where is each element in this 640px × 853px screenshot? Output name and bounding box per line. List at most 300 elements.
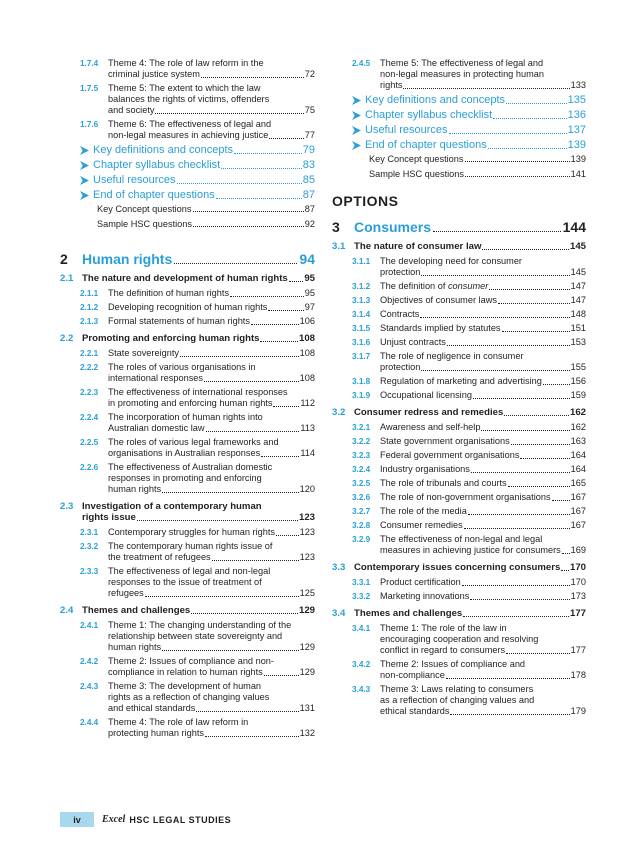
toc-text: measures in achieving justice for consumers xyxy=(380,545,561,555)
toc-line xyxy=(108,484,315,495)
leader-dots xyxy=(251,324,299,325)
toc-subsection xyxy=(60,119,315,141)
section-number: 3.2 xyxy=(332,407,346,418)
page-ref: 85 xyxy=(302,174,315,186)
toc-text: End of chapter questions xyxy=(93,189,215,201)
section-number: 2.2 xyxy=(60,333,74,344)
toc-text: The incorporation of human rights into xyxy=(108,412,263,422)
toc-line xyxy=(97,219,315,229)
toc-subsection xyxy=(332,436,586,447)
subsection-number: 3.1.2 xyxy=(352,282,371,291)
subsection-text xyxy=(380,623,586,656)
subsection-number: 2.2.4 xyxy=(80,413,99,422)
toc-text: The role of non-government organisations xyxy=(380,492,551,502)
page-ref: 87 xyxy=(304,204,315,214)
subsection-number: 2.2.5 xyxy=(80,438,99,447)
subsection-text xyxy=(108,437,315,459)
page-ref: 133 xyxy=(570,80,586,90)
subsection-number: 3.2.4 xyxy=(352,465,371,474)
subsection-text xyxy=(380,506,586,517)
toc-text: rights xyxy=(380,80,403,90)
toc-text: End of chapter questions xyxy=(365,139,487,151)
section-title xyxy=(82,501,315,523)
toc-text: in promoting and enforcing human rights xyxy=(108,398,273,408)
leader-dots xyxy=(162,492,299,493)
page-ref: 129 xyxy=(298,605,315,616)
section-title xyxy=(354,241,586,252)
toc-text: rights as a reflection of changing values xyxy=(108,692,270,702)
toc-line xyxy=(380,591,586,602)
toc-text: responses in promoting and enforcing xyxy=(108,473,262,483)
section-heading xyxy=(332,562,586,573)
toc-text: Marketing innovations xyxy=(380,591,470,601)
chapter-title: Human rights xyxy=(82,251,173,267)
page-ref: 79 xyxy=(302,144,315,156)
toc-subsection xyxy=(60,437,315,459)
toc-line xyxy=(380,422,586,433)
page-ref: 148 xyxy=(570,309,586,319)
subsection-number: 2.3.3 xyxy=(80,567,99,576)
page-ref: 139 xyxy=(570,154,586,164)
chevron-right-icon xyxy=(80,176,89,185)
leader-dots xyxy=(463,616,569,617)
leader-dots xyxy=(543,384,570,385)
leader-dots xyxy=(269,138,303,139)
page-ref: 83 xyxy=(302,159,315,171)
subsection-text xyxy=(380,390,586,401)
section-heading xyxy=(332,608,586,619)
subsection-number: 3.1.5 xyxy=(352,324,371,333)
toc-text: Theme 3: The development of human xyxy=(108,681,262,691)
toc-line xyxy=(108,69,315,80)
subsection-number: 3.4.2 xyxy=(352,660,371,669)
subsection-text xyxy=(108,119,315,141)
toc-text: balances the rights of victims, offenders xyxy=(108,94,270,104)
toc-line xyxy=(380,323,586,334)
leader-dots xyxy=(155,113,303,114)
toc-text: Unjust contracts xyxy=(380,337,446,347)
page-ref: 136 xyxy=(567,109,586,121)
toc-subsection xyxy=(60,348,315,359)
page-ref: 129 xyxy=(299,642,315,652)
toc-subsection xyxy=(332,351,586,373)
toc-text: Theme 1: The role of the law in xyxy=(380,623,507,633)
section-title xyxy=(82,333,315,344)
toc-resource-link xyxy=(332,94,586,106)
page-ref: 178 xyxy=(570,670,586,680)
page-ref: 167 xyxy=(570,506,586,516)
page-ref: 179 xyxy=(570,706,586,716)
options-heading: OPTIONS xyxy=(332,193,399,209)
toc-text: Promoting and enforcing human rights xyxy=(82,333,260,344)
toc-line xyxy=(365,94,586,106)
leader-dots xyxy=(421,370,569,371)
toc-subsection xyxy=(332,623,586,656)
leader-dots xyxy=(230,296,304,297)
toc-line xyxy=(354,241,586,252)
toc-text: criminal justice system xyxy=(108,69,200,79)
chevron-right-icon xyxy=(80,161,89,170)
toc-subsection xyxy=(332,309,586,320)
section-heading xyxy=(60,333,315,344)
toc-line xyxy=(380,464,586,475)
subsection-number: 2.3.2 xyxy=(80,542,99,551)
toc-subsection xyxy=(60,462,315,495)
page-ref: 123 xyxy=(299,552,315,562)
toc-subsection xyxy=(60,316,315,327)
toc-line xyxy=(380,706,586,717)
toc-text: Occupational licensing xyxy=(380,390,472,400)
toc-text: compliance in relation to human rights xyxy=(108,667,263,677)
toc-line xyxy=(108,398,315,409)
page-ref: 164 xyxy=(570,450,586,460)
chevron-right-icon xyxy=(352,141,361,150)
leader-dots xyxy=(204,381,299,382)
subsection-text xyxy=(380,351,586,373)
toc-subsection xyxy=(60,717,315,739)
toc-subsection xyxy=(332,390,586,401)
page-ref: 108 xyxy=(299,373,315,383)
page-ref: 137 xyxy=(567,124,586,136)
toc-subsection xyxy=(332,591,586,602)
toc-text: conflict in regard to consumers xyxy=(380,645,506,655)
toc-subsection xyxy=(60,656,315,678)
subsection-number: 2.2.2 xyxy=(80,363,99,372)
toc-subsection xyxy=(60,362,315,384)
leader-dots xyxy=(193,226,304,227)
subsection-text xyxy=(380,323,586,334)
toc-subsection xyxy=(332,534,586,556)
toc-line xyxy=(380,80,586,91)
toc-line xyxy=(380,281,586,292)
subsection-text xyxy=(380,684,586,717)
toc-text: Standards implied by statutes xyxy=(380,323,501,333)
toc-text: State sovereignty xyxy=(108,348,179,358)
leader-dots xyxy=(403,88,569,89)
toc-line xyxy=(380,492,586,503)
toc-text: Theme 1: The changing understanding of the xyxy=(108,620,292,630)
toc-subsection xyxy=(60,288,315,299)
toc-subsection xyxy=(332,506,586,517)
toc-text: Formal statements of human rights xyxy=(108,316,250,326)
toc-text: Theme 4: The role of law reform in xyxy=(108,717,249,727)
page-ref: 92 xyxy=(304,219,315,229)
toc-resource-link xyxy=(332,139,586,151)
page-ref: 123 xyxy=(299,527,315,537)
toc-text: The role of the media xyxy=(380,506,467,516)
subsection-text xyxy=(380,295,586,306)
subsection-number: 2.4.2 xyxy=(80,657,99,666)
chevron-right-icon xyxy=(352,96,361,105)
toc-line xyxy=(354,608,586,619)
subsection-text xyxy=(108,681,315,714)
subsection-number: 1.7.5 xyxy=(80,84,99,93)
leader-dots xyxy=(449,133,567,134)
subsection-text xyxy=(380,281,586,292)
toc-question-set xyxy=(60,204,315,214)
page-ref: 120 xyxy=(299,484,315,494)
leader-dots xyxy=(276,535,299,536)
subsection-text xyxy=(108,348,315,359)
toc-question-set xyxy=(332,154,586,164)
subsection-number: 3.2.3 xyxy=(352,451,371,460)
toc-text: Key Concept questions xyxy=(97,204,192,214)
toc-subsection xyxy=(332,256,586,278)
page-ref: 97 xyxy=(304,302,315,312)
toc-line xyxy=(108,130,315,141)
leader-dots xyxy=(471,472,570,473)
toc-subsection xyxy=(60,58,315,80)
toc-text: human rights xyxy=(108,484,162,494)
toc-subsection xyxy=(60,681,315,714)
toc-text: Objectives of consumer laws xyxy=(380,295,497,305)
leader-dots xyxy=(201,77,304,78)
chapter-heading xyxy=(332,219,586,235)
toc-text: Contemporary issues concerning consumers xyxy=(354,562,561,573)
page-ref: 106 xyxy=(299,316,315,326)
leader-dots xyxy=(421,275,569,276)
toc-line xyxy=(108,667,315,678)
chapter-number: 2 xyxy=(60,251,68,267)
section-number: 2.3 xyxy=(60,501,74,512)
toc-line xyxy=(380,267,586,278)
subsection-number: 2.1.1 xyxy=(80,289,99,298)
leader-dots xyxy=(289,281,304,282)
leader-dots xyxy=(450,714,569,715)
leader-dots xyxy=(482,249,569,250)
toc-text: The effectiveness of international responses xyxy=(108,387,288,397)
subsection-number: 2.2.1 xyxy=(80,349,99,358)
subsection-text xyxy=(108,302,315,313)
toc-text: The roles of various organisations in xyxy=(108,362,256,372)
toc-text: Key Concept questions xyxy=(369,154,464,164)
leader-dots xyxy=(268,310,303,311)
toc-section xyxy=(60,605,315,739)
leader-dots xyxy=(264,675,299,676)
subsection-number: 2.1.3 xyxy=(80,317,99,326)
page-ref: 108 xyxy=(298,333,315,344)
toc-text: encouraging cooperation and resolving xyxy=(380,634,539,644)
subsection-text xyxy=(380,520,586,531)
toc-text: Themes and challenges xyxy=(82,605,191,616)
toc-text: Theme 5: The extent to which the law xyxy=(108,83,261,93)
toc-line xyxy=(380,362,586,373)
toc-text: Key definitions and concepts xyxy=(365,94,506,106)
toc-subsection xyxy=(60,302,315,313)
toc-subsection xyxy=(60,566,315,599)
leader-dots xyxy=(504,415,569,416)
toc-question-set xyxy=(60,219,315,229)
page-ref: 139 xyxy=(567,139,586,151)
toc-line xyxy=(108,302,315,313)
chevron-right-icon xyxy=(80,191,89,200)
subsection-number: 3.2.6 xyxy=(352,493,371,502)
page-ref: 153 xyxy=(570,337,586,347)
page-ref: 156 xyxy=(570,376,586,386)
page-ref: 131 xyxy=(299,703,315,713)
subsection-text xyxy=(380,436,586,447)
page-ref: 169 xyxy=(570,545,586,555)
page-ref: 164 xyxy=(570,464,586,474)
toc-text: The definition of human rights xyxy=(108,288,230,298)
toc-text: non-legal measures in protecting human xyxy=(380,69,544,79)
toc-text: organisations in Australian responses xyxy=(108,448,261,458)
leader-dots xyxy=(273,406,299,407)
page-ref: 75 xyxy=(304,105,315,115)
section-title xyxy=(354,562,586,573)
chapter-heading xyxy=(60,251,315,267)
subsection-number: 3.2.7 xyxy=(352,507,371,516)
toc-resource-link xyxy=(60,159,315,171)
section-heading xyxy=(60,605,315,616)
page-ref: 147 xyxy=(570,281,586,291)
toc-subsection xyxy=(60,83,315,116)
page-ref: 155 xyxy=(570,362,586,372)
page-ref: 151 xyxy=(570,323,586,333)
subsection-text xyxy=(380,577,586,588)
leader-dots xyxy=(234,153,302,154)
toc-line xyxy=(369,154,586,164)
section-number: 2.1 xyxy=(60,273,74,284)
toc-subsection xyxy=(332,337,586,348)
toc-subsection xyxy=(60,541,315,563)
leader-dots xyxy=(502,331,570,332)
page-ref: 162 xyxy=(570,422,586,432)
toc-line xyxy=(380,436,586,447)
toc-section xyxy=(60,333,315,495)
toc-text: Product certification xyxy=(380,577,461,587)
subsection-text xyxy=(380,58,586,91)
subsection-number: 3.4.3 xyxy=(352,685,371,694)
subsection-text xyxy=(108,541,315,563)
toc-resource-link xyxy=(332,109,586,121)
toc-line xyxy=(108,552,315,563)
toc-text: Regulation of marketing and advertising xyxy=(380,376,542,386)
subsection-number: 2.4.5 xyxy=(352,59,371,68)
toc-text: Consumer remedies xyxy=(380,520,463,530)
subsection-text xyxy=(108,362,315,384)
toc-line xyxy=(380,577,586,588)
toc-text: The contemporary human rights issue of xyxy=(108,541,273,551)
toc-text: Theme 2: Issues of compliance and xyxy=(380,659,526,669)
subsection-text xyxy=(108,83,315,116)
page-ref: 141 xyxy=(570,169,586,179)
toc-line xyxy=(108,527,315,538)
leader-dots xyxy=(193,211,304,212)
toc-line xyxy=(380,478,586,489)
page-ref: 95 xyxy=(304,288,315,298)
toc-line xyxy=(380,506,586,517)
page-ref: 77 xyxy=(304,130,315,140)
subsection-text xyxy=(108,288,315,299)
page-ref: 135 xyxy=(567,94,586,106)
section-heading xyxy=(60,273,315,284)
subsection-text xyxy=(380,376,586,387)
leader-dots xyxy=(447,345,570,346)
toc-subsection xyxy=(332,323,586,334)
toc-text: The role of negligence in consumer xyxy=(380,351,524,361)
toc-text: relationship between state sovereignty and xyxy=(108,631,283,641)
toc-line xyxy=(93,174,315,186)
toc-text: Sample HSC questions xyxy=(369,169,464,179)
toc-resource-link xyxy=(60,174,315,186)
toc-text: Useful resources xyxy=(365,124,448,136)
toc-text: protection xyxy=(380,362,421,372)
toc-text: non-compliance xyxy=(380,670,445,680)
toc-line xyxy=(380,337,586,348)
page-ref: 108 xyxy=(299,348,315,358)
subsection-text xyxy=(380,450,586,461)
toc-section xyxy=(60,501,315,599)
toc-subsection xyxy=(332,295,586,306)
subsection-text xyxy=(380,591,586,602)
chapter-number: 3 xyxy=(332,219,340,235)
subsection-number: 3.3.2 xyxy=(352,592,371,601)
leader-dots xyxy=(174,263,297,264)
toc-line xyxy=(354,407,586,418)
subsection-text xyxy=(108,412,315,434)
toc-line xyxy=(108,588,315,599)
leader-dots xyxy=(465,161,570,162)
toc-text: Key definitions and concepts xyxy=(93,144,234,156)
leader-dots xyxy=(420,317,569,318)
subsection-text xyxy=(380,478,586,489)
toc-question-set xyxy=(332,169,586,179)
toc-text: non-legal measures in achieving justice xyxy=(108,130,269,140)
toc-subsection xyxy=(332,450,586,461)
toc-text: Theme 2: Issues of compliance and non- xyxy=(108,656,274,666)
toc-line xyxy=(365,124,586,136)
leader-dots xyxy=(196,711,298,712)
toc-line xyxy=(108,348,315,359)
subsection-number: 3.1.6 xyxy=(352,338,371,347)
leader-dots xyxy=(561,570,569,571)
left-column xyxy=(60,58,315,742)
section-title xyxy=(82,605,315,616)
leader-dots xyxy=(498,303,570,304)
section-number: 3.4 xyxy=(332,608,346,619)
leader-dots xyxy=(433,231,561,232)
toc-text: The definition of consumer xyxy=(380,281,489,291)
toc-subsection xyxy=(60,620,315,653)
leader-dots xyxy=(489,289,569,290)
leader-dots xyxy=(511,444,570,445)
subsection-text xyxy=(108,387,315,409)
chapter-title: Consumers xyxy=(354,219,432,235)
toc-subsection xyxy=(60,527,315,538)
toc-text: The effectiveness of non-legal and legal xyxy=(380,534,543,544)
subsection-number: 3.1.8 xyxy=(352,377,371,386)
toc-text: Consumer redress and remedies xyxy=(354,407,504,418)
subsection-number: 3.1.1 xyxy=(352,257,371,266)
toc-line xyxy=(380,390,586,401)
toc-subsection xyxy=(332,464,586,475)
page-ref: 167 xyxy=(570,492,586,502)
page-ref: 113 xyxy=(300,423,315,433)
page-ref: 72 xyxy=(304,69,315,79)
subsection-text xyxy=(380,464,586,475)
toc-line xyxy=(108,423,315,434)
section-heading xyxy=(332,407,586,418)
toc-text: Useful resources xyxy=(93,174,176,186)
leader-dots xyxy=(552,500,570,501)
toc-text: The effectiveness of legal and non-legal xyxy=(108,566,271,576)
section-heading xyxy=(332,241,586,252)
toc-section xyxy=(332,608,586,717)
toc-text: ethical standards xyxy=(380,706,450,716)
toc-line xyxy=(380,295,586,306)
page-ref: 87 xyxy=(302,189,315,201)
